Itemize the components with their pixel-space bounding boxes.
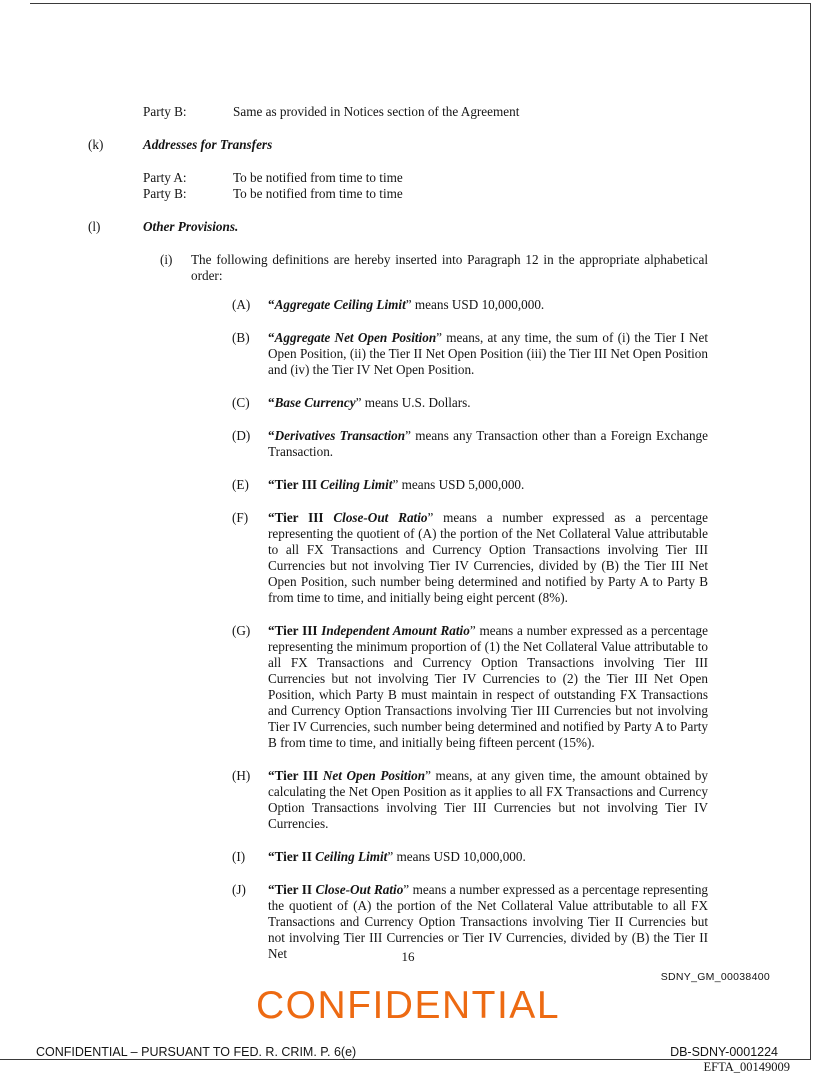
transfer-row bbox=[143, 170, 708, 186]
definition-item-e bbox=[232, 477, 708, 493]
page-border-bottom bbox=[0, 1059, 811, 1060]
transfer-addresses bbox=[143, 170, 708, 202]
definition-text: “Tier III Close-Out Ratio” means a number expressed as a percentage representing the quotient of (A) the portion of the Net Collateral Value attributable to all FX Transactions and Currency Option Transactions involving Tier III Currencies but not involving Tier IV Currencies, divided by (B) the Tier III Net Open Position, such number being determined and notified by Party A to Party B from time to time, and initially being eight percent (8%). bbox=[268, 510, 708, 605]
party-label: Party B: bbox=[143, 104, 187, 119]
definition-marker: (F) bbox=[232, 510, 249, 525]
bates-stamp-sdny: SDNY_GM_00038400 bbox=[660, 971, 770, 983]
definition-text: “Aggregate Ceiling Limit” means USD 10,000,000. bbox=[268, 297, 545, 312]
bates-stamp-db-sdny: DB-SDNY-0001224 bbox=[670, 1045, 778, 1059]
definition-marker: (G) bbox=[232, 623, 251, 638]
definition-marker: (B) bbox=[232, 330, 250, 345]
definition-text: “Tier III Ceiling Limit” means USD 5,000,000. bbox=[268, 477, 525, 492]
section-k-marker: (k) bbox=[88, 137, 104, 152]
definition-item-a bbox=[232, 297, 708, 313]
party-b-notice-row bbox=[143, 104, 708, 120]
section-k bbox=[88, 137, 708, 153]
clause-i-marker: (i) bbox=[160, 252, 173, 267]
transfer-text: To be notified from time to time bbox=[233, 186, 403, 201]
definition-marker: (A) bbox=[232, 297, 251, 312]
page-border-right bbox=[810, 3, 811, 1059]
definition-text: “Tier III Independent Amount Ratio” means a number expressed as a percentage representing the minimum proportion of (1) the Net Collateral Value attributable to all FX Transactions and Currency Option Transactions involving Tier III Currencies but not involving Tier IV Currencies to (2) the Tier III Net Open Position, which Party B must maintain in respect of outstanding FX Transactions and Currency Option Transactions involving Tier III Currencies but not involving Tier IV Currencies, such number being determined and notified by Party A to Party B from time to time, and initially being fifteen percent (15%). bbox=[268, 623, 708, 750]
page-border-top bbox=[30, 3, 811, 4]
party-label: Party A: bbox=[143, 170, 187, 185]
definition-item-i bbox=[232, 849, 708, 865]
definition-marker: (H) bbox=[232, 768, 251, 783]
definition-marker: (J) bbox=[232, 882, 246, 897]
document-body bbox=[88, 104, 708, 979]
confidential-watermark: CONFIDENTIAL bbox=[255, 984, 561, 1027]
definition-item-b bbox=[232, 330, 708, 378]
page-number: 16 bbox=[401, 949, 415, 964]
party-label: Party B: bbox=[143, 186, 187, 201]
transfer-row bbox=[143, 186, 708, 202]
bates-stamp-efta: EFTA_00149009 bbox=[703, 1060, 790, 1073]
definition-text: “Tier II Close-Out Ratio” means a number expressed as a percentage representing the quotient of (A) the portion of the Net Collateral Value attributable to all FX Transactions and Currency Option Transactions involving Tier II Currencies but not involving Tier III Currencies or Tier IV Currencies, divided by (B) the Tier II Net bbox=[268, 882, 709, 961]
transfer-text: To be notified from time to time bbox=[233, 170, 403, 185]
section-l-title: Other Provisions. bbox=[143, 219, 239, 234]
definition-item-c bbox=[232, 395, 708, 411]
clause-i-text: The following definitions are hereby inserted into Paragraph 12 in the appropriate alphabetical order: bbox=[191, 252, 708, 283]
definition-marker: (D) bbox=[232, 428, 251, 443]
definition-text: “Tier III Net Open Position” means, at any given time, the amount obtained by calculating the Net Open Position as it applies to all FX Transactions and Currency Option Transactions involving Tier III Currencies but not involving Tier IV Currencies. bbox=[268, 768, 708, 831]
footer-confidentiality-legend: CONFIDENTIAL – PURSUANT TO FED. R. CRIM. P. 6(e) bbox=[36, 1045, 357, 1059]
section-l bbox=[88, 219, 708, 235]
definition-item-d bbox=[232, 428, 708, 460]
definition-marker: (I) bbox=[232, 849, 246, 864]
clause-i bbox=[160, 252, 708, 284]
definition-text: “Base Currency” means U.S. Dollars. bbox=[268, 395, 471, 410]
section-l-marker: (l) bbox=[88, 219, 101, 234]
definition-item-f bbox=[232, 510, 708, 606]
definition-item-g bbox=[232, 623, 708, 751]
definition-text: “Tier II Ceiling Limit” means USD 10,000,000. bbox=[268, 849, 526, 864]
definition-text: “Aggregate Net Open Position” means, at any time, the sum of (i) the Tier I Net Open Position, (ii) the Tier II Net Open Position (iii) the Tier III Net Open Position and (iv) the Tier IV Net Open Position. bbox=[268, 330, 708, 377]
definition-marker: (C) bbox=[232, 395, 250, 410]
definition-item-h bbox=[232, 768, 708, 832]
definition-text: “Derivatives Transaction” means any Transaction other than a Foreign Exchange Transaction. bbox=[268, 428, 708, 459]
section-k-title: Addresses for Transfers bbox=[143, 137, 273, 152]
party-notice-text: Same as provided in Notices section of the Agreement bbox=[233, 104, 520, 119]
definition-marker: (E) bbox=[232, 477, 249, 492]
